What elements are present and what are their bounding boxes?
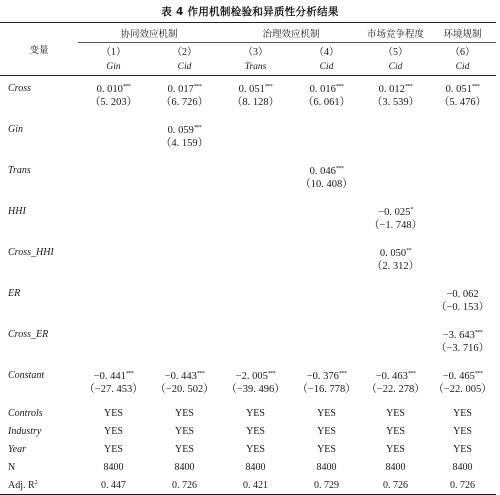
- group-header-market-competition: 市场竞争程度: [362, 23, 429, 43]
- coefficient-cell: [220, 76, 291, 118]
- row-variable-name: [0, 404, 78, 422]
- coefficient-cell: [149, 158, 220, 199]
- coefficient-cell: [291, 322, 362, 363]
- t-statistic: （10. 408）: [300, 179, 353, 190]
- coefficient-cell: [220, 322, 291, 363]
- coefficient-cell: [78, 117, 149, 158]
- coefficient-cell: [429, 322, 496, 363]
- t-statistic: （−20. 502）: [155, 384, 214, 395]
- value-cell: YES: [104, 425, 123, 437]
- value-cell: 8400: [103, 461, 124, 473]
- t-statistic: （−3. 716）: [435, 343, 490, 354]
- coefficient-cell: [149, 117, 220, 158]
- coefficient-cell: [291, 281, 362, 322]
- coefficient-cell: [362, 363, 429, 404]
- coefficient-cell: [429, 158, 496, 199]
- column-number: （3）: [243, 47, 269, 58]
- row-variable-name: Cross_HHI: [8, 247, 54, 258]
- table-row: [0, 440, 496, 458]
- table-row: [0, 404, 496, 422]
- row-variable-name: [0, 476, 78, 495]
- coefficient-cell: [429, 363, 496, 404]
- coefficient-cell: [291, 158, 362, 199]
- value-cell: YES: [175, 407, 194, 419]
- table-row: [0, 76, 496, 118]
- coefficient-value: 0. 059: [167, 125, 194, 136]
- coefficient-value: 0. 016: [309, 84, 336, 95]
- significance-stars: ***: [338, 371, 347, 377]
- coefficient-cell: [78, 363, 149, 404]
- table-row: [0, 363, 496, 404]
- coefficient-cell: [149, 322, 220, 363]
- coefficient-value: −2. 005: [235, 371, 268, 382]
- value-cell: 0. 726: [429, 476, 496, 495]
- row-variable-name: Constant: [8, 370, 45, 381]
- column-number: （6）: [450, 47, 476, 58]
- coefficient-cell: [362, 322, 429, 363]
- group-header-environmental-regulation: 环境规制: [429, 23, 496, 43]
- value-cell: 0. 447: [78, 476, 149, 495]
- coefficient-cell: [291, 199, 362, 240]
- value-cell: YES: [386, 425, 405, 437]
- coefficient-value: 0. 046: [309, 166, 336, 177]
- dependent-variable: Cid: [291, 58, 362, 76]
- value-cell: 8400: [174, 461, 195, 473]
- coefficient-cell: [220, 281, 291, 322]
- t-statistic: （6. 726）: [160, 97, 209, 108]
- value-cell: YES: [104, 407, 123, 419]
- coefficient-value: 0. 012: [378, 84, 405, 95]
- coefficient-cell: [429, 281, 496, 322]
- coefficient-cell: [78, 158, 149, 199]
- significance-stars: ***: [335, 84, 344, 90]
- coefficient-cell: [78, 199, 149, 240]
- t-statistic: （2. 312）: [371, 261, 420, 272]
- row-variable-name: HHI: [8, 206, 26, 217]
- table-row: [0, 476, 496, 495]
- value-cell: 0. 726: [362, 476, 429, 495]
- row-label-text: Year: [8, 443, 26, 455]
- value-cell: YES: [175, 425, 194, 437]
- row-label-text: Adj. R: [8, 479, 35, 491]
- coefficient-value: −0. 441: [93, 371, 126, 382]
- row-variable-name: Cross_ER: [8, 329, 49, 340]
- table-row: [0, 117, 496, 158]
- value-cell: YES: [453, 425, 472, 437]
- value-cell: YES: [246, 407, 265, 419]
- t-statistic: （5. 476）: [438, 97, 487, 108]
- coefficient-cell: [220, 363, 291, 404]
- t-statistic: （−0. 153）: [435, 302, 490, 313]
- t-statistic: （4. 159）: [160, 138, 209, 149]
- table-title: 表 4 作用机制检验和异质性分析结果: [161, 6, 339, 18]
- dependent-variable: Cid: [149, 58, 220, 76]
- coefficient-cell: [291, 240, 362, 281]
- variable-column-header: 变量: [0, 23, 78, 76]
- table-header: [0, 23, 496, 76]
- significance-stars: ***: [125, 371, 134, 377]
- coefficient-value: 0. 050: [379, 248, 407, 259]
- coefficient-cell: [429, 76, 496, 118]
- column-number: （2）: [172, 47, 197, 58]
- coefficient-value: 0. 010: [96, 84, 123, 95]
- value-cell: YES: [317, 443, 336, 455]
- dependent-variable: Trans: [220, 58, 291, 76]
- t-statistic: （−39. 496）: [226, 384, 285, 395]
- coefficient-value: −0. 443: [164, 371, 197, 382]
- value-cell: YES: [175, 443, 194, 455]
- value-cell: YES: [453, 407, 472, 419]
- coefficient-value: 0. 017: [167, 84, 194, 95]
- value-cell: YES: [246, 425, 265, 437]
- coefficient-value: 0. 051: [238, 84, 265, 95]
- row-variable-name: [0, 422, 78, 440]
- results-table: [0, 22, 496, 495]
- t-statistic: （8. 128）: [231, 97, 280, 108]
- coefficient-cell: [362, 199, 429, 240]
- table-row: [0, 458, 496, 476]
- coefficient-cell: [78, 322, 149, 363]
- row-variable-name: Trans: [8, 165, 31, 176]
- significance-stars: ***: [474, 330, 483, 336]
- row-variable-name: Cross: [8, 83, 31, 94]
- significance-stars: ***: [335, 166, 344, 172]
- coefficient-value: −0. 062: [446, 289, 479, 300]
- significance-stars: ***: [193, 84, 202, 90]
- coefficient-cell: [429, 199, 496, 240]
- t-statistic: （5. 203）: [89, 97, 138, 108]
- coefficient-cell: [362, 117, 429, 158]
- coefficient-cell: [291, 363, 362, 404]
- coefficient-cell: [149, 240, 220, 281]
- t-statistic: （−27. 453）: [84, 384, 143, 395]
- value-cell: YES: [453, 443, 472, 455]
- row-variable-name: [0, 458, 78, 476]
- coefficient-cell: [149, 281, 220, 322]
- dependent-variable: Gin: [78, 58, 149, 76]
- group-header-synergy: 协同效应机制: [78, 23, 220, 43]
- table-row: [0, 158, 496, 199]
- row-variable-name: [0, 440, 78, 458]
- t-statistic: （3. 539）: [371, 97, 420, 108]
- value-cell: YES: [246, 443, 265, 455]
- table-row: [0, 322, 496, 363]
- value-cell: YES: [386, 443, 405, 455]
- table-row: [0, 422, 496, 440]
- t-statistic: （−22. 005）: [433, 384, 492, 395]
- significance-stars: ***: [474, 371, 483, 377]
- column-number: （4）: [314, 47, 340, 58]
- coefficient-cell: [220, 117, 291, 158]
- coefficient-cell: [149, 199, 220, 240]
- significance-stars: ***: [196, 371, 205, 377]
- significance-stars: ***: [407, 371, 416, 377]
- coefficient-cell: [362, 240, 429, 281]
- value-cell: 8400: [245, 461, 266, 473]
- table-row: [0, 240, 496, 281]
- t-statistic: （6. 061）: [302, 97, 351, 108]
- column-number: （1）: [101, 47, 126, 58]
- significance-stars: *: [410, 207, 413, 213]
- row-label-text: Controls: [8, 407, 43, 419]
- coefficient-cell: [362, 281, 429, 322]
- row-variable-name: Gin: [8, 124, 23, 135]
- value-cell: YES: [104, 443, 123, 455]
- coefficient-cell: [362, 158, 429, 199]
- coefficient-cell: [220, 240, 291, 281]
- superscript: 2: [34, 479, 38, 486]
- significance-stars: ***: [267, 371, 276, 377]
- coefficient-cell: [220, 158, 291, 199]
- coefficient-cell: [429, 240, 496, 281]
- value-cell: 8400: [452, 461, 473, 473]
- row-label-text: Industry: [8, 425, 42, 437]
- value-cell: 0. 729: [291, 476, 362, 495]
- row-variable-name: ER: [8, 288, 21, 299]
- coefficient-cell: [149, 76, 220, 118]
- group-header-governance: 治理效应机制: [220, 23, 362, 43]
- coefficient-cell: [149, 363, 220, 404]
- coefficient-value: −0. 463: [375, 371, 408, 382]
- row-label-text: N: [8, 461, 16, 473]
- value-cell: YES: [386, 407, 405, 419]
- t-statistic: （−22. 278）: [366, 384, 425, 395]
- significance-stars: ***: [122, 84, 131, 90]
- coefficient-cell: [429, 117, 496, 158]
- significance-stars: ***: [404, 84, 413, 90]
- coefficient-value: −0. 465: [442, 371, 475, 382]
- coefficient-value: −0. 025: [378, 207, 411, 218]
- significance-stars: ***: [264, 84, 273, 90]
- coefficient-cell: [291, 117, 362, 158]
- coefficient-cell: [220, 199, 291, 240]
- significance-stars: ***: [471, 84, 480, 90]
- value-cell: 8400: [316, 461, 337, 473]
- value-cell: YES: [317, 425, 336, 437]
- value-cell: 0. 726: [149, 476, 220, 495]
- coefficient-value: −0. 376: [306, 371, 339, 382]
- table-body: [0, 76, 496, 495]
- table-row: [0, 199, 496, 240]
- coefficient-value: −3. 643: [442, 330, 475, 341]
- column-number: （5）: [383, 47, 409, 58]
- coefficient-cell: [78, 240, 149, 281]
- coefficient-cell: [78, 281, 149, 322]
- value-cell: 0. 421: [220, 476, 291, 495]
- coefficient-cell: [291, 76, 362, 118]
- t-statistic: （−1. 748）: [368, 220, 423, 231]
- coefficient-value: 0. 051: [445, 84, 472, 95]
- value-cell: YES: [317, 407, 336, 419]
- t-statistic: （−16. 778）: [297, 384, 356, 395]
- significance-stars: ***: [193, 125, 202, 131]
- dependent-variable: Cid: [362, 58, 429, 76]
- coefficient-cell: [78, 76, 149, 118]
- value-cell: 8400: [385, 461, 406, 473]
- significance-stars: **: [406, 248, 412, 254]
- coefficient-cell: [362, 76, 429, 118]
- dependent-variable: Cid: [429, 58, 496, 76]
- table-row: [0, 281, 496, 322]
